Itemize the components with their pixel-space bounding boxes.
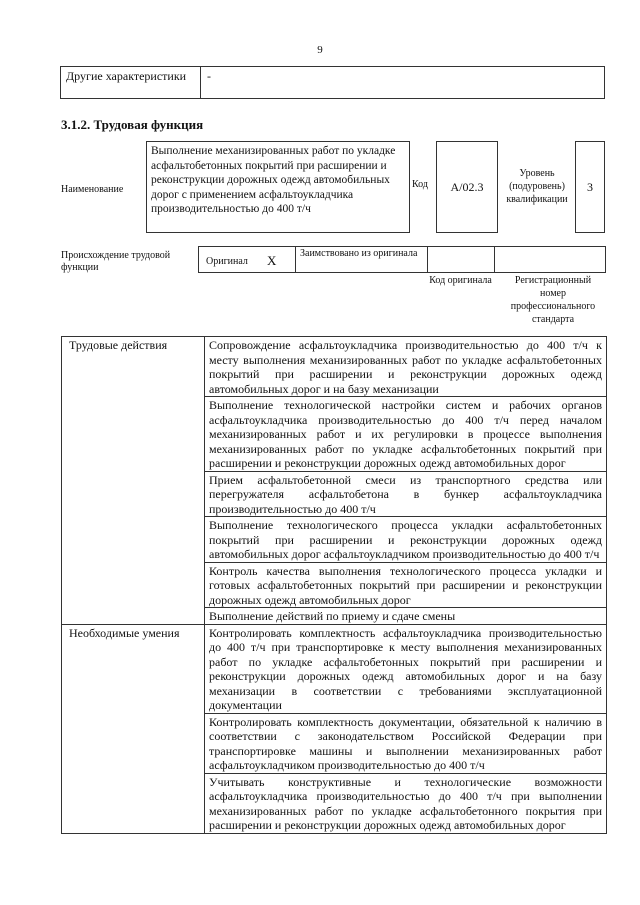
borrowed-cell [296,247,428,272]
code-label: Код [412,179,428,190]
original-cell [199,247,296,272]
original-code-caption: Код оригинала [429,275,492,286]
labor-action-item: Контроль качества выполнения технологического процесса укладки и готовых асфальтобетонных покрытий при расширении и реконструкции дорожных одежд автомобильных дорог [205,562,607,608]
function-details-table [61,336,607,834]
qualification-level-label: Уровень (подуровень) квалификации [506,168,568,205]
table-row [62,337,607,397]
borrowed-label: Заимствовано из оригинала [300,248,418,259]
origin-row [198,246,606,273]
section-heading: 3.1.2. Трудовая функция [61,117,204,132]
other-characteristics-label: Другие характеристики [61,67,201,98]
section-title-labor-actions: Трудовые действия [62,337,205,625]
labor-action-item: Выполнение технологического процесса укладки асфальтобетонных покрытий при расширении и реконструкции дорожных одежд автомобильных дорог асфальтоукладчиком производительностью до 400 т/ч [205,517,607,563]
origin-label: Происхождение трудовой функции [61,250,171,273]
labor-action-item: Прием асфальтобетонной смеси из транспортного средства или перегружателя асфальтобетона в бункер асфальтоукладчика производительностью до 400 т/ч [205,471,607,517]
name-label: Наименование [61,184,124,195]
labor-action-item: Выполнение действий по приему и сдаче смены [205,608,607,625]
required-skill-item: Учитывать конструктивные и технологические возможности асфальтоукладчика производительностью до 400 т/ч при выполнении механизированных работ по укладке асфальтобетонного покрытия при расширении и реконструкции дорожных одежд автомобильных дорог [205,773,607,833]
code-value: А/02.3 [436,141,498,233]
labor-action-item: Сопровождение асфальтоукладчика производительностью до 400 т/ч к месту выполнения механизированных работ по укладке асфальтобетонных покрытий при расширении и реконструкции дорожных одежд автомобильных дорог и на базу механизации [205,337,607,397]
page-number: 9 [317,44,323,56]
original-label: Оригинал [206,256,248,267]
original-code-cell [428,247,495,272]
required-skill-item: Контролировать комплектность документации, обязательной к наличию в соответствии с законодательством Российской Федерации при транспортировке машины и выполнении механизированных работ асфальтоукладчиком производительностью до 400 т/ч [205,713,607,773]
qualification-level-value: 3 [575,141,605,233]
original-mark: X [267,253,277,268]
registration-number-caption: Регистрационный номер профессионального стандарта [510,275,596,325]
labor-action-item: Выполнение технологической настройки систем и рабочих органов асфальтоукладчика производительностью до 400 т/ч перед началом механизированных работ и их регулировки в процессе выполнения механизированных работ по укладке асфальтобетонных покрытий при расширении и реконструкции дорожных одежд автомобильных дорог [205,397,607,472]
required-skill-item: Контролировать комплектность асфальтоукладчика производительностью до 400 т/ч при транспортировке к месту выполнения механизированных работ по укладке асфальтобетонных покрытий при расширении и реконструкции дорожных одежд автомобильных дорог и на базу механизации в соответствии с требованиями эксплуатационной документации [205,624,607,713]
registration-number-cell [495,247,605,272]
function-name-box: Выполнение механизированных работ по укладке асфальтобетонных покрытий при расширении и реконструкции дорожных одежд автомобильных дорог с применением асфальтоукладчика производительностью до 400 т/ч [146,141,410,233]
section-title-required-skills: Необходимые умения [62,624,205,833]
table-row [62,624,607,713]
other-characteristics-value: - [207,69,211,83]
other-characteristics-row [60,66,605,99]
